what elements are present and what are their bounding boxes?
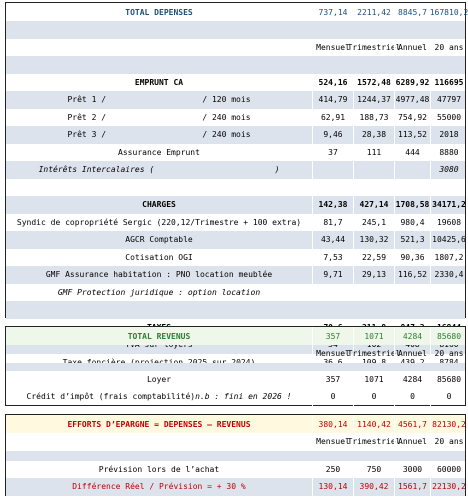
table-row: [6, 74, 465, 92]
row-20ans: 47797: [430, 91, 467, 109]
col-head-20ans: 20 ans: [430, 39, 467, 57]
table-row: [6, 161, 465, 179]
row-20ans: 2330,4: [430, 266, 467, 284]
row-20ans: 55000: [430, 109, 467, 127]
row-label: Cotisation OGI: [125, 252, 193, 262]
efforts-section: [5, 414, 466, 496]
row-annuel: 116,52: [394, 266, 430, 284]
row-20ans: [430, 284, 467, 302]
depenses-column-headers: [6, 39, 465, 57]
row-trimestriel: 1244,37: [353, 91, 394, 109]
row-label: Prêt 1 / / 120 mois: [67, 95, 251, 105]
row-mensuel: 7,53: [312, 249, 353, 267]
table-row: [6, 231, 465, 249]
table-row: [6, 214, 465, 232]
row-mensuel: [312, 284, 353, 302]
row-label: Assurance Emprunt: [118, 147, 200, 157]
row-mensuel: 9,46: [312, 126, 353, 144]
row-20ans: 1807,2: [430, 249, 467, 267]
row-label: Intérêts Intercalaires ( ): [38, 165, 280, 175]
row-label: Syndic de copropriété Sergic (220,12/Trimestre + 100 extra): [16, 217, 302, 227]
row-trimestriel: 130,32: [353, 231, 394, 249]
table-row: [6, 266, 465, 284]
col-head-mensuel: Mensuel: [312, 433, 353, 451]
row-20ans: 60000: [430, 461, 467, 479]
spacer-row: [6, 21, 465, 39]
depenses-total-row: [6, 3, 468, 21]
spacer-row: [6, 363, 465, 371]
table-row: [6, 478, 465, 496]
col-head-annuel: Annuel: [394, 345, 430, 363]
row-mensuel: [312, 161, 353, 179]
row-mensuel: 9,71: [312, 266, 353, 284]
credit-impot-label: Crédit d’impôt (frais comptabilité): [26, 392, 196, 402]
row-label: AGCR Comptable: [125, 235, 193, 245]
revenus-total-label: TOTAL REVENUS: [127, 331, 191, 341]
row-20ans: 34171,2: [430, 196, 467, 214]
row-annuel: 113,52: [394, 126, 430, 144]
row-20ans: 8880: [430, 144, 467, 162]
row-trimestriel: [353, 161, 394, 179]
row-annuel: 4284: [394, 371, 430, 389]
row-trimestriel: 245,1: [353, 214, 394, 232]
row-trimestriel: [353, 284, 394, 302]
depenses-total-label: TOTAL DEPENSES: [125, 7, 193, 17]
efforts-total-mensuel: 380,14: [312, 415, 353, 433]
table-row: [6, 371, 465, 389]
row-label: CHARGES: [142, 200, 176, 210]
row-20ans: 116695: [430, 74, 467, 92]
row-mensuel: 524,16: [312, 74, 353, 92]
efforts-total-20ans: 82130,2: [430, 415, 467, 433]
row-annuel: 521,3: [394, 231, 430, 249]
row-annuel: 6289,92: [394, 74, 430, 92]
credit-impot-note: n.b : fini en 2026 !: [195, 392, 292, 402]
row-trimestriel: 29,13: [353, 266, 394, 284]
row-mensuel: 37: [312, 144, 353, 162]
row-label: Prêt 2 / / 240 mois: [67, 112, 251, 122]
table-row: [6, 126, 465, 144]
col-head-20ans: 20 ans: [430, 433, 467, 451]
col-head-mensuel: Mensuel: [312, 345, 353, 363]
row-trimestriel: 1572,48: [353, 74, 394, 92]
revenus-total-annuel: 4284: [394, 327, 430, 345]
row-annuel: 90,36: [394, 249, 430, 267]
revenus-column-headers: [6, 345, 465, 363]
row-20ans: 22130,2: [430, 478, 467, 496]
row-annuel: [394, 284, 430, 302]
row-trimestriel: 111: [353, 144, 394, 162]
spacer-row: [6, 301, 465, 319]
depenses-total-mensuel: 737,14: [312, 3, 353, 21]
revenus-total-row: [6, 327, 465, 345]
table-row: [6, 91, 465, 109]
col-head-trimestriel: Trimestriel: [353, 345, 394, 363]
col-head-annuel: Annuel: [394, 39, 430, 57]
depenses-total-annuel: 8845,7: [394, 3, 430, 21]
row-annuel: [394, 161, 430, 179]
row-annuel: 980,4: [394, 214, 430, 232]
row-annuel: 0: [394, 388, 430, 406]
table-row: [6, 196, 465, 214]
col-head-annuel: Annuel: [394, 433, 430, 451]
row-mensuel: 0: [312, 388, 353, 406]
row-label: GMF Assurance habitation : PNO location meublée: [45, 270, 273, 280]
row-label: Prêt 3 / / 240 mois: [67, 130, 251, 140]
row-label: Différence Réel / Prévision = + 30 %: [72, 482, 246, 492]
row-trimestriel: 22,59: [353, 249, 394, 267]
row-annuel: 444: [394, 144, 430, 162]
row-label: [6, 388, 312, 406]
efforts-total-annuel: 4561,7: [394, 415, 430, 433]
row-annuel: 3000: [394, 461, 430, 479]
row-trimestriel: 28,38: [353, 126, 394, 144]
col-head-mensuel: Mensuel: [312, 39, 353, 57]
row-trimestriel: 0: [353, 388, 394, 406]
depenses-total-20ans: 167810,2: [430, 3, 467, 21]
col-head-trimestriel: Trimestriel: [353, 433, 394, 451]
row-20ans: 3080: [430, 161, 467, 179]
depenses-section: [5, 2, 466, 318]
row-mensuel: 81,7: [312, 214, 353, 232]
revenus-total-trimestriel: 1071: [353, 327, 394, 345]
row-label: Loyer: [146, 374, 172, 384]
revenus-section: [5, 326, 466, 406]
row-label: GMF Protection juridique : option location: [57, 287, 261, 297]
row-annuel: 754,92: [394, 109, 430, 127]
efforts-total-row: [6, 415, 465, 433]
col-head-trimestriel: Trimestriel: [353, 39, 394, 57]
depenses-total-trimestriel: 2211,42: [353, 3, 394, 21]
row-mensuel: 357: [312, 371, 353, 389]
spacer-row: [6, 56, 465, 74]
col-head-20ans: 20 ans: [430, 345, 467, 363]
row-20ans: 10425,6: [430, 231, 467, 249]
spacer-row: [6, 451, 465, 461]
row-trimestriel: 750: [353, 461, 394, 479]
table-row: [6, 109, 465, 127]
efforts-total-trimestriel: 1140,42: [353, 415, 394, 433]
row-trimestriel: 1071: [353, 371, 394, 389]
row-20ans: 2018: [430, 126, 467, 144]
row-20ans: 0: [430, 388, 467, 406]
table-row: [6, 284, 465, 302]
row-trimestriel: 427,14: [353, 196, 394, 214]
table-row: [6, 461, 465, 479]
row-mensuel: 130,14: [312, 478, 353, 496]
row-20ans: 19608: [430, 214, 467, 232]
row-mensuel: 43,44: [312, 231, 353, 249]
row-annuel: 4977,48: [394, 91, 430, 109]
row-20ans: 85680: [430, 371, 467, 389]
row-label: Prévision lors de l’achat: [98, 464, 220, 474]
table-row: [6, 249, 465, 267]
row-mensuel: 142,38: [312, 196, 353, 214]
efforts-total-label: EFFORTS D’EPARGNE = DEPENSES – REVENUS: [67, 419, 251, 429]
revenus-total-20ans: 85680: [430, 327, 467, 345]
row-trimestriel: 188,73: [353, 109, 394, 127]
row-mensuel: 62,91: [312, 109, 353, 127]
row-mensuel: 250: [312, 461, 353, 479]
efforts-column-headers: [6, 433, 465, 451]
row-label: EMPRUNT CA: [134, 77, 184, 87]
table-row: [6, 144, 465, 162]
row-annuel: 1561,7: [394, 478, 430, 496]
table-row: [6, 388, 465, 406]
spacer-row: [6, 179, 465, 197]
revenus-total-mensuel: 357: [312, 327, 353, 345]
row-annuel: 1708,58: [394, 196, 430, 214]
row-trimestriel: 390,42: [353, 478, 394, 496]
row-mensuel: 414,79: [312, 91, 353, 109]
